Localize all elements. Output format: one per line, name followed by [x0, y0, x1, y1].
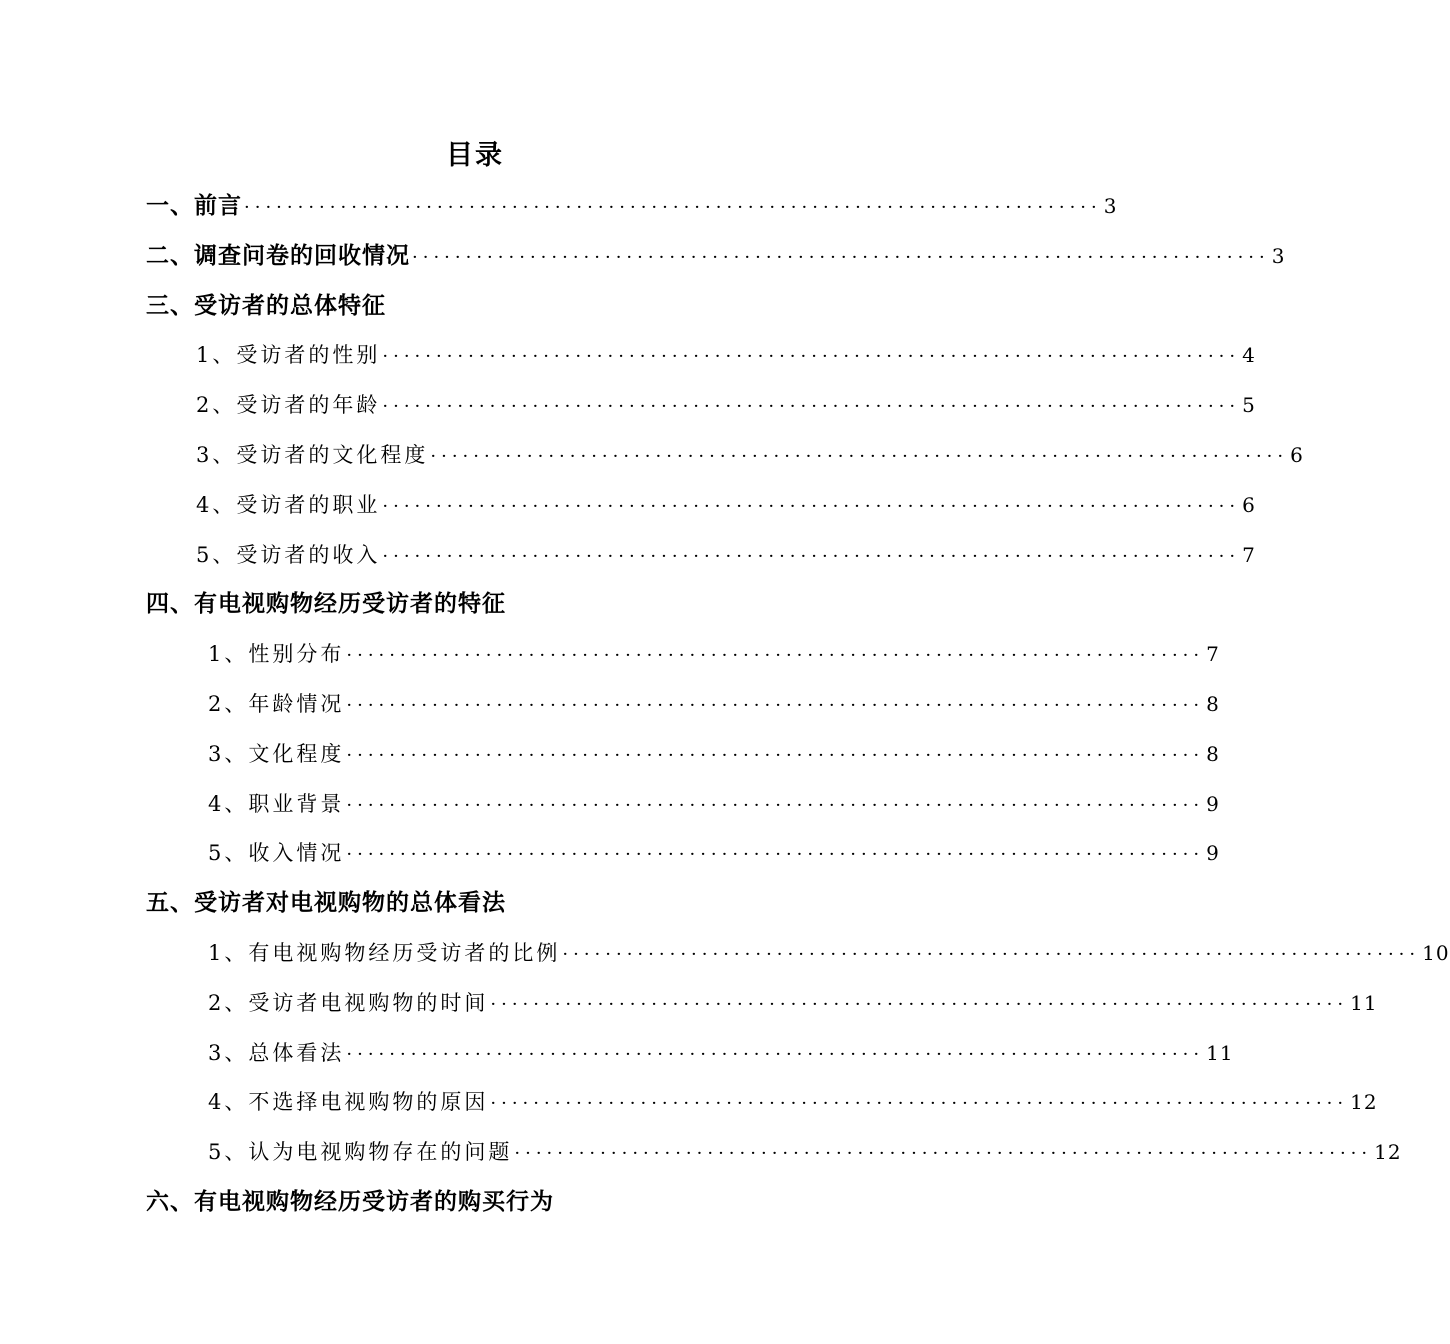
- toc-entry: [208, 637, 1220, 671]
- toc-entry-label: 4、受访者的职业: [196, 493, 381, 517]
- toc-entry-label: 2、年龄情况: [208, 692, 345, 716]
- toc-entry-label: 1、受访者的性别: [196, 343, 381, 367]
- toc-leader-dots: ················································································: [346, 1044, 1205, 1065]
- toc-page-number: 11: [1350, 991, 1378, 1015]
- toc-entry: [208, 787, 1220, 821]
- toc-leader-dots: ················································································: [514, 1143, 1373, 1164]
- toc-entry-label: 1、有电视购物经历受访者的比例: [208, 941, 561, 965]
- toc-entry: [146, 587, 506, 621]
- toc-entry-label: 3、受访者的文化程度: [196, 443, 429, 467]
- toc-page-number: 7: [1206, 642, 1220, 666]
- toc-entry: [146, 289, 386, 323]
- toc-page-number: 3: [1103, 194, 1118, 218]
- toc-entry: [208, 986, 1378, 1020]
- toc-leader-dots: ················································································: [346, 844, 1205, 865]
- toc-leader-dots: ················································································: [244, 197, 1102, 218]
- toc-entry: [196, 488, 1256, 522]
- toc-entry-label: 三、受访者的总体特征: [146, 292, 386, 319]
- toc-entry-label: 2、受访者的年龄: [196, 393, 381, 417]
- toc-entry-label: 二、调查问卷的回收情况: [146, 242, 410, 269]
- toc-entry: [208, 1135, 1402, 1169]
- toc-page-number: 7: [1242, 543, 1256, 567]
- toc-entry: [208, 1085, 1378, 1119]
- toc-entry: [196, 538, 1256, 572]
- toc-page-number: 8: [1206, 692, 1220, 716]
- toc-leader-dots: ················································································: [346, 695, 1205, 716]
- toc-page-number: 3: [1271, 244, 1286, 268]
- page-title: 目录: [446, 140, 504, 171]
- toc-leader-dots: ················································································: [562, 944, 1421, 965]
- toc-page-number: 10: [1422, 941, 1450, 965]
- toc-entry: [208, 687, 1220, 721]
- toc-leader-dots: ················································································: [430, 446, 1289, 467]
- toc-leader-dots: ················································································: [346, 645, 1205, 666]
- toc-entry-label: 五、受访者对电视购物的总体看法: [146, 889, 506, 916]
- toc-leader-dots: ················································································: [382, 346, 1241, 367]
- toc-entry-label: 4、不选择电视购物的原因: [208, 1090, 489, 1114]
- toc-leader-dots: ················································································: [382, 396, 1241, 417]
- toc-leader-dots: ················································································: [490, 994, 1349, 1015]
- toc-entry: [196, 338, 1256, 372]
- toc-page-number: 9: [1206, 792, 1220, 816]
- toc-entry: [208, 836, 1220, 870]
- toc-entry-label: 3、文化程度: [208, 742, 345, 766]
- toc-entry-label: 5、认为电视购物存在的问题: [208, 1140, 513, 1164]
- toc-leader-dots: ················································································: [382, 496, 1241, 517]
- toc-leader-dots: ················································································: [412, 247, 1270, 268]
- toc-page-number: 8: [1206, 742, 1220, 766]
- toc-leader-dots: ················································································: [382, 546, 1241, 567]
- toc-entry-label: 3、总体看法: [208, 1041, 345, 1065]
- toc-page-number: 12: [1374, 1140, 1402, 1164]
- toc-entry-label: 4、职业背景: [208, 792, 345, 816]
- toc-entry: [196, 388, 1256, 422]
- toc-entry-label: 5、收入情况: [208, 841, 345, 865]
- toc-page-number: 6: [1290, 443, 1304, 467]
- toc-entry: [196, 438, 1304, 472]
- toc-entry-label: 2、受访者电视购物的时间: [208, 991, 489, 1015]
- toc-entry: [208, 737, 1220, 771]
- toc-entry-label: 1、性别分布: [208, 642, 345, 666]
- toc-entry: [208, 936, 1450, 970]
- toc-entry: [146, 239, 1286, 273]
- toc-page-number: 4: [1242, 343, 1256, 367]
- toc-entry-label: 5、受访者的收入: [196, 543, 381, 567]
- toc-page-number: 11: [1206, 1041, 1234, 1065]
- toc-entry: [146, 1185, 554, 1219]
- toc-entry: [208, 1036, 1234, 1070]
- toc-leader-dots: ················································································: [490, 1093, 1349, 1114]
- toc-page-number: 5: [1242, 393, 1256, 417]
- toc-entry-label: 四、有电视购物经历受访者的特征: [146, 590, 506, 617]
- toc-entry: [146, 886, 506, 920]
- toc-entry: [146, 189, 1118, 223]
- toc-page-number: 12: [1350, 1090, 1378, 1114]
- toc-entry-label: 一、前言: [146, 192, 242, 219]
- toc-leader-dots: ················································································: [346, 745, 1205, 766]
- toc-page-number: 9: [1206, 841, 1220, 865]
- toc-entry-label: 六、有电视购物经历受访者的购买行为: [146, 1188, 554, 1215]
- toc-page-number: 6: [1242, 493, 1256, 517]
- toc-leader-dots: ················································································: [346, 795, 1205, 816]
